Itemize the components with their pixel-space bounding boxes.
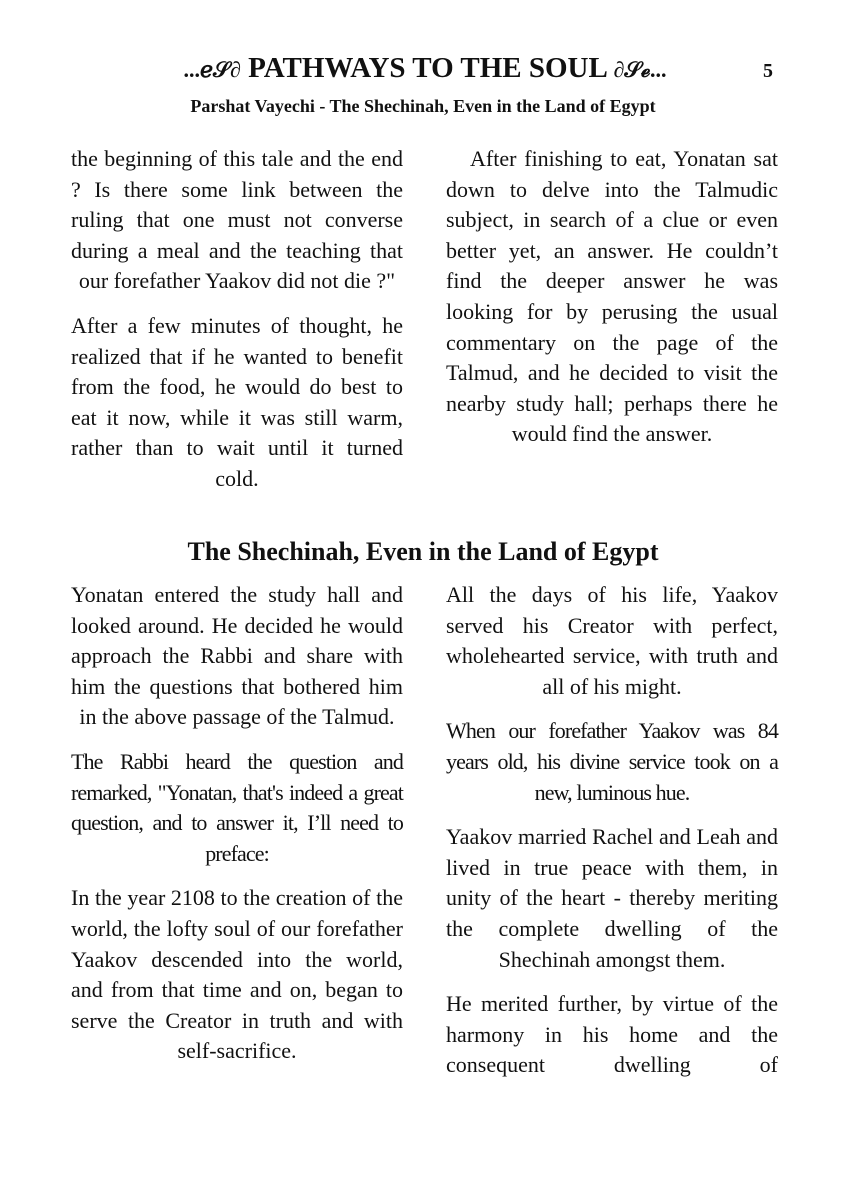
bottom-right-column [446,580,778,1095]
running-title [130,52,720,85]
paragraph: Yaakov married Rachel and Leah and lived in true peace with them, in unity of the heart - thereby meriting the complete dwelling of the Shechinah amongst them. [446,824,778,972]
paragraph: the beginning of this tale and the end ? Is there some link between the ruling that one must not converse during a meal and the teaching that our forefather Yaakov did not die ?" [71,146,403,294]
page-number: 5 [763,60,773,82]
top-left-column [71,144,403,509]
paragraph: Yonatan entered the study hall and looked around. He decided he would approach the Rabbi and share with him the questions that bothered him in the above passage of the Talmud. [71,582,403,730]
page-subtitle: Parshat Vayechi - The Shechinah, Even in the Land of Egypt [190,96,656,116]
top-right-column [446,144,778,464]
paragraph: After a few minutes of thought, he realized that if he wanted to benefit from the food, he would do best to eat it now, while it was still warm, rather than to wait until it turned cold. [71,312,403,491]
section-heading: The Shechinah, Even in the Land of Egypt [187,537,659,566]
paragraph: After finishing to eat, Yonatan sat down to delve into the Talmudic subject, in search of a clue or even better yet, an answer. He couldn’t find the deeper answer he was looking for by perusing the usual commentary on the page of the Talmud, and he decided to visit the nearby study hall; perhaps there he would find the answer. [446,146,778,447]
paragraph: All the days of his life, Yaakov served his Creator with perfect, wholehearted service, with truth and all of his might. [446,582,778,699]
paragraph: He merited further, by virtue of the harmony in his home and the consequent dwelling of [446,991,778,1078]
ornament-right-icon: ∂𝒮ℯ... [613,57,667,82]
bottom-left-column [71,580,403,1081]
book-title: PATHWAYS TO THE SOUL [248,52,607,84]
ornament-left-icon: ...ℯ𝒮∂ [183,57,241,82]
paragraph: In the year 2108 to the creation of the world, the lofty soul of our forefather Yaakov descended into the world, and from that time and on, began to serve the Creator in truth and with self-sacrifice. [71,885,403,1064]
paragraph: The Rabbi heard the question and remarked, "Yonatan, that's indeed a great question, and to answer it, I’ll need to preface: [71,748,403,866]
paragraph: When our forefather Yaakov was 84 years old, his divine service took on a new, luminous hue. [446,718,778,805]
